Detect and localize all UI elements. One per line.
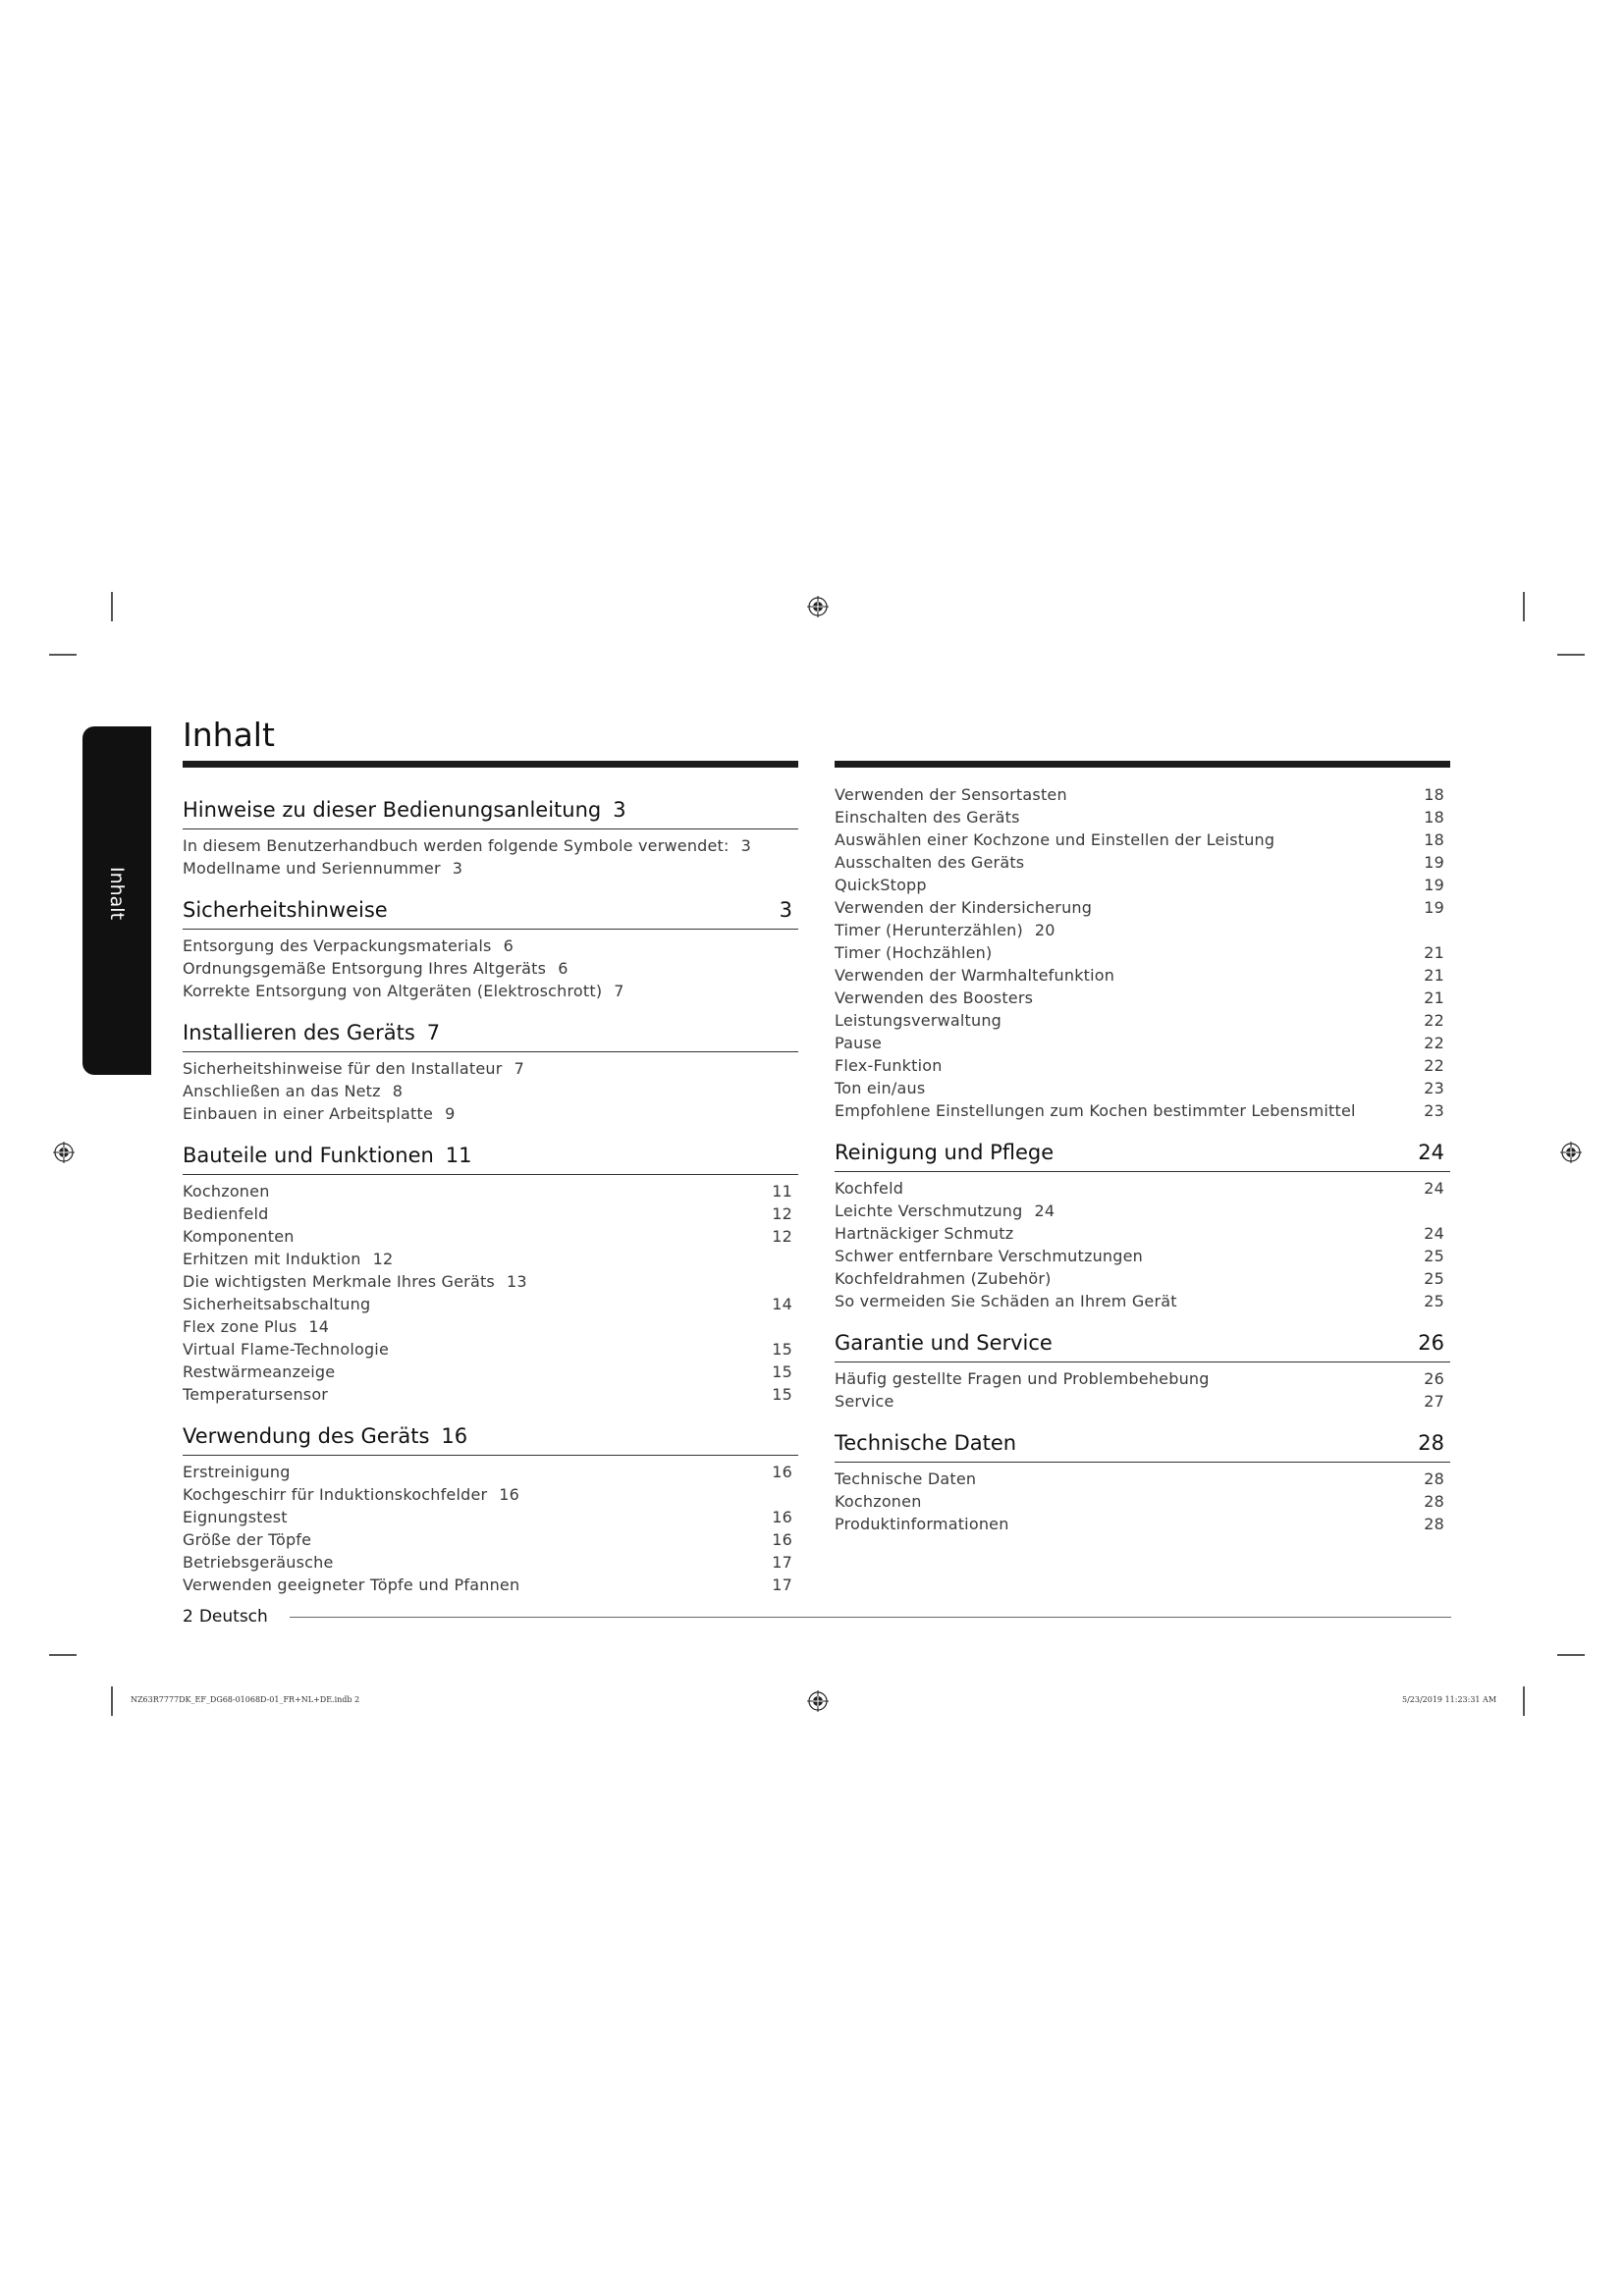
footer-rule — [290, 1617, 1451, 1618]
toc-entry-title: Flex-Funktion — [835, 1056, 943, 1075]
toc-entry-page: 18 — [1424, 785, 1444, 804]
toc-section-title: Sicherheitshinweise — [183, 898, 388, 922]
toc-entry-page: 11 — [772, 1182, 792, 1201]
toc-entry[interactable] — [835, 1390, 1450, 1413]
toc-entry[interactable] — [183, 1551, 798, 1574]
toc-entry[interactable] — [835, 1513, 1450, 1535]
toc-entry-page: 19 — [1424, 853, 1444, 872]
print-slug-file: NZ63R7777DK_EF_DG68-01068D-01_FR+NL+DE.indb 2 — [131, 1695, 360, 1704]
toc-entry-title: Leichte Verschmutzung — [835, 1201, 1023, 1220]
toc-section — [183, 898, 798, 1002]
toc-right-column — [835, 761, 1450, 1554]
toc-entry[interactable] — [183, 1361, 798, 1383]
toc-entry-page: 16 — [772, 1463, 792, 1481]
toc-entry-page: 3 — [452, 859, 463, 878]
toc-entry-title: Bedienfeld — [183, 1204, 269, 1223]
toc-entry-page: 21 — [1424, 943, 1444, 962]
toc-entry-page: 17 — [772, 1553, 792, 1572]
toc-entry-page: 15 — [772, 1385, 792, 1404]
toc-entry-title: Betriebsgeräusche — [183, 1553, 334, 1572]
toc-entry[interactable] — [835, 828, 1450, 851]
toc-entry-page: 27 — [1424, 1392, 1444, 1411]
toc-entry[interactable] — [835, 1009, 1450, 1032]
toc-entry-page: 16 — [772, 1530, 792, 1549]
toc-entry-title: Technische Daten — [835, 1469, 977, 1488]
toc-entry-page: 9 — [445, 1104, 456, 1123]
toc-entry-page: 20 — [1034, 921, 1056, 939]
toc-entry-title: Verwenden der Sensortasten — [835, 785, 1067, 804]
toc-entry-title: Timer (Herunterzählen) — [835, 921, 1023, 939]
toc-entry[interactable] — [183, 1225, 798, 1248]
toc-section-heading[interactable] — [835, 1431, 1450, 1463]
toc-entry-title: Größe der Töpfe — [183, 1530, 312, 1549]
toc-entry-title: Häufig gestellte Fragen und Problembehebung — [835, 1369, 1210, 1388]
toc-entry-title: Erhitzen mit Induktion — [183, 1250, 361, 1268]
toc-entry-page: 8 — [392, 1082, 404, 1100]
toc-entry-page: 25 — [1424, 1247, 1444, 1265]
toc-entry[interactable] — [835, 1290, 1450, 1312]
toc-entry-title: Verwenden der Warmhaltefunktion — [835, 966, 1115, 985]
toc-entry-title: Restwärmeanzeige — [183, 1362, 336, 1381]
toc-entry-page: 24 — [1034, 1201, 1056, 1220]
toc-entry-page: 26 — [1424, 1369, 1444, 1388]
toc-entry[interactable] — [183, 834, 798, 857]
toc-entry[interactable] — [183, 1293, 798, 1315]
crop-mark — [1523, 1686, 1525, 1716]
toc-entry[interactable] — [183, 1248, 798, 1270]
toc-entry-page: 14 — [772, 1295, 792, 1313]
toc-entry-page: 16 — [772, 1508, 792, 1526]
toc-section-page: 3 — [779, 898, 792, 922]
toc-entry-page: 3 — [740, 836, 752, 855]
toc-entry-title: Pause — [835, 1034, 883, 1052]
toc-entry-title: Timer (Hochzählen) — [835, 943, 993, 962]
toc-section — [835, 1141, 1450, 1312]
toc-section-page: 28 — [1418, 1431, 1444, 1455]
toc-entry-page: 12 — [772, 1227, 792, 1246]
toc-entry-title: Flex zone Plus — [183, 1317, 298, 1336]
toc-entry[interactable] — [835, 806, 1450, 828]
toc-section-page: 11 — [445, 1144, 472, 1167]
registration-mark-icon — [807, 1690, 829, 1712]
toc-section-title: Installieren des Geräts — [183, 1021, 415, 1044]
toc-section-page: 26 — [1418, 1331, 1444, 1355]
toc-entry-title: Ordnungsgemäße Entsorgung Ihres Altgeräts — [183, 959, 547, 978]
toc-entry[interactable] — [835, 1032, 1450, 1054]
crop-mark — [1523, 592, 1525, 621]
crop-mark — [49, 1654, 77, 1656]
registration-mark-icon — [1560, 1142, 1582, 1163]
toc-entry-title: Ausschalten des Geräts — [835, 853, 1025, 872]
toc-entry[interactable] — [835, 1200, 1450, 1222]
toc-entry-page: 28 — [1424, 1469, 1444, 1488]
toc-section-page: 24 — [1418, 1141, 1444, 1164]
toc-entry[interactable] — [183, 934, 798, 957]
toc-entry[interactable] — [183, 1574, 798, 1596]
toc-entry-title: Schwer entfernbare Verschmutzungen — [835, 1247, 1143, 1265]
toc-entry-title: QuickStopp — [835, 876, 927, 894]
page-title: Inhalt — [183, 716, 275, 754]
toc-entry-page: 21 — [1424, 966, 1444, 985]
toc-section-page: 16 — [441, 1424, 468, 1448]
toc-entry[interactable] — [183, 857, 798, 880]
toc-section-heading[interactable] — [183, 1144, 798, 1175]
toc-entry-page: 22 — [1424, 1056, 1444, 1075]
page-footer — [183, 1607, 1451, 1627]
toc-entry-page: 22 — [1424, 1011, 1444, 1030]
toc-entry-page: 18 — [1424, 808, 1444, 827]
toc-entry-title: Entsorgung des Verpackungsmaterials — [183, 936, 492, 955]
toc-entry-title: Kochfeldrahmen (Zubehör) — [835, 1269, 1052, 1288]
toc-entry[interactable] — [183, 1080, 798, 1102]
toc-entry-title: Anschließen an das Netz — [183, 1082, 381, 1100]
toc-entry[interactable] — [835, 987, 1450, 1009]
toc-section — [835, 1331, 1450, 1413]
toc-entry[interactable] — [835, 783, 1450, 806]
toc-entry-page: 23 — [1424, 1079, 1444, 1097]
toc-entry-title: Einbauen in einer Arbeitsplatte — [183, 1104, 434, 1123]
toc-entry[interactable] — [835, 1468, 1450, 1490]
toc-entry[interactable] — [183, 957, 798, 980]
toc-entry[interactable] — [835, 1177, 1450, 1200]
toc-section-title: Hinweise zu dieser Bedienungsanleitung — [183, 798, 602, 822]
toc-entry[interactable] — [835, 896, 1450, 919]
title-rule — [835, 761, 1450, 768]
toc-entry-title: Hartnäckiger Schmutz — [835, 1224, 1014, 1243]
toc-entry[interactable] — [183, 1483, 798, 1506]
toc-entry-title: Virtual Flame-Technologie — [183, 1340, 389, 1359]
toc-section — [835, 1431, 1450, 1535]
toc-entry-title: Kochgeschirr für Induktionskochfelder — [183, 1485, 488, 1504]
toc-entry[interactable] — [835, 1054, 1450, 1077]
crop-mark — [111, 1686, 113, 1716]
toc-entry-page: 25 — [1424, 1269, 1444, 1288]
toc-section — [183, 798, 798, 880]
toc-entry-title: Kochfeld — [835, 1179, 904, 1198]
toc-entry[interactable] — [183, 1270, 798, 1293]
toc-entry[interactable] — [835, 851, 1450, 874]
toc-entry-title: Verwenden des Boosters — [835, 988, 1034, 1007]
toc-entry[interactable] — [835, 1099, 1450, 1122]
toc-entry-title: Modellname und Seriennummer — [183, 859, 441, 878]
side-tab-label: Inhalt — [106, 866, 128, 921]
side-tab — [82, 726, 151, 1075]
toc-entry-page: 28 — [1424, 1515, 1444, 1533]
toc-entry-page: 15 — [772, 1362, 792, 1381]
toc-section-heading[interactable] — [183, 798, 798, 829]
toc-entry-page: 23 — [1424, 1101, 1444, 1120]
toc-entry[interactable] — [183, 980, 798, 1002]
toc-entry-title: Verwenden geeigneter Töpfe und Pfannen — [183, 1575, 520, 1594]
toc-left-list — [183, 798, 798, 1596]
toc-section-heading[interactable] — [835, 1331, 1450, 1362]
toc-entry[interactable] — [835, 874, 1450, 896]
toc-section — [183, 1424, 798, 1596]
toc-entry-page: 14 — [308, 1317, 330, 1336]
toc-entry[interactable] — [183, 1506, 798, 1528]
toc-entry-page: 7 — [614, 982, 624, 1000]
toc-entry-page: 24 — [1424, 1224, 1444, 1243]
toc-entry-title: Auswählen einer Kochzone und Einstellen der Leistung — [835, 830, 1275, 849]
toc-entry-title: In diesem Benutzerhandbuch werden folgende Symbole verwendet: — [183, 836, 730, 855]
toc-entry-title: Ton ein/aus — [835, 1079, 926, 1097]
toc-entry[interactable] — [835, 941, 1450, 964]
toc-section-heading[interactable] — [835, 1141, 1450, 1172]
toc-entry[interactable] — [835, 1222, 1450, 1245]
toc-entry[interactable] — [835, 919, 1450, 941]
toc-entry-title: Eignungstest — [183, 1508, 288, 1526]
toc-entry-page: 6 — [558, 959, 568, 978]
toc-entry-page: 19 — [1424, 898, 1444, 917]
toc-entry-title: Korrekte Entsorgung von Altgeräten (Elektroschrott) — [183, 982, 603, 1000]
toc-entry-title: Leistungsverwaltung — [835, 1011, 1002, 1030]
toc-entry-page: 13 — [506, 1272, 527, 1291]
toc-section-heading[interactable] — [183, 898, 798, 930]
toc-entry-title: Einschalten des Geräts — [835, 808, 1020, 827]
toc-section-heading[interactable] — [183, 1021, 798, 1052]
toc-entry[interactable] — [183, 1383, 798, 1406]
toc-section-title: Reinigung und Pflege — [835, 1141, 1055, 1164]
toc-entry-title: Erstreinigung — [183, 1463, 291, 1481]
toc-entry-title: Service — [835, 1392, 894, 1411]
toc-entry[interactable] — [183, 1461, 798, 1483]
toc-entry-title: Empfohlene Einstellungen zum Kochen bestimmter Lebensmittel — [835, 1101, 1356, 1120]
toc-entry-title: Kochzonen — [835, 1492, 922, 1511]
toc-entry[interactable] — [183, 1528, 798, 1551]
toc-section-title: Bauteile und Funktionen — [183, 1144, 434, 1167]
toc-section — [183, 1144, 798, 1406]
toc-section-title: Technische Daten — [835, 1431, 1017, 1455]
toc-entry[interactable] — [183, 1315, 798, 1338]
toc-entry-page: 15 — [772, 1340, 792, 1359]
toc-entry[interactable] — [183, 1057, 798, 1080]
toc-entry-page: 25 — [1424, 1292, 1444, 1310]
toc-entry[interactable] — [835, 1267, 1450, 1290]
crop-mark — [111, 592, 113, 621]
toc-entry[interactable] — [835, 1245, 1450, 1267]
toc-left-column — [183, 761, 798, 1615]
toc-entry[interactable] — [183, 1202, 798, 1225]
print-slug-timestamp: 5/23/2019 11:23:31 AM — [1402, 1695, 1497, 1704]
toc-entry-title: Verwenden der Kindersicherung — [835, 898, 1093, 917]
toc-section-title: Garantie und Service — [835, 1331, 1053, 1355]
crop-mark — [1557, 654, 1585, 656]
toc-entry-page: 22 — [1424, 1034, 1444, 1052]
toc-right-lead-list — [835, 783, 1450, 1122]
toc-entry[interactable] — [183, 1102, 798, 1125]
toc-entry-title: Sicherheitsabschaltung — [183, 1295, 371, 1313]
crop-mark — [1557, 1654, 1585, 1656]
toc-entry[interactable] — [835, 1367, 1450, 1390]
toc-entry[interactable] — [835, 1490, 1450, 1513]
toc-entry-title: So vermeiden Sie Schäden an Ihrem Gerät — [835, 1292, 1177, 1310]
title-rule — [183, 761, 798, 768]
toc-entry-title: Kochzonen — [183, 1182, 270, 1201]
footer-language: Deutsch — [198, 1607, 268, 1627]
toc-entry-page: 28 — [1424, 1492, 1444, 1511]
toc-entry-page: 17 — [772, 1575, 792, 1594]
toc-entry-page: 19 — [1424, 876, 1444, 894]
page-number: 2 — [183, 1607, 193, 1627]
toc-entry-title: Die wichtigsten Merkmale Ihres Geräts — [183, 1272, 495, 1291]
toc-section — [183, 1021, 798, 1125]
toc-entry-page: 21 — [1424, 988, 1444, 1007]
toc-entry-title: Komponenten — [183, 1227, 295, 1246]
toc-entry[interactable] — [183, 1180, 798, 1202]
toc-section-title: Verwendung des Geräts — [183, 1424, 430, 1448]
toc-entry-page: 6 — [503, 936, 514, 955]
toc-entry-page: 12 — [372, 1250, 394, 1268]
toc-entry[interactable] — [183, 1338, 798, 1361]
toc-entry-page: 18 — [1424, 830, 1444, 849]
toc-section-heading[interactable] — [183, 1424, 798, 1456]
toc-right-list — [835, 1141, 1450, 1535]
registration-mark-icon — [807, 596, 829, 617]
toc-entry-page: 7 — [514, 1059, 524, 1078]
toc-entry-page: 12 — [772, 1204, 792, 1223]
toc-entry-title: Temperatursensor — [183, 1385, 329, 1404]
registration-mark-icon — [53, 1142, 75, 1163]
toc-entry[interactable] — [835, 964, 1450, 987]
toc-entry-page: 16 — [499, 1485, 520, 1504]
toc-entry-page: 24 — [1424, 1179, 1444, 1198]
toc-section-page: 3 — [613, 798, 626, 822]
crop-mark — [49, 654, 77, 656]
toc-entry-title: Sicherheitshinweise für den Installateur — [183, 1059, 503, 1078]
toc-section-page: 7 — [426, 1021, 441, 1044]
toc-entry-title: Produktinformationen — [835, 1515, 1009, 1533]
toc-entry[interactable] — [835, 1077, 1450, 1099]
